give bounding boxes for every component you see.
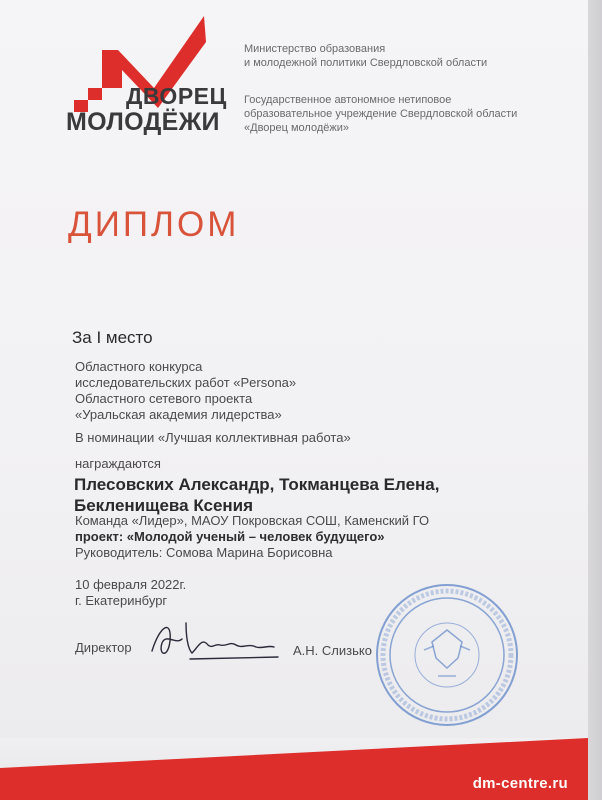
awarded-label: награждаются — [75, 456, 161, 471]
nomination: В номинации «Лучшая коллективная работа» — [75, 430, 351, 445]
institution-name — [244, 93, 517, 135]
ministry-name — [244, 42, 487, 70]
contest-description — [75, 359, 296, 423]
contest-line: Областного конкурса — [75, 359, 203, 374]
team-info: Команда «Лидер», МАОУ Покровская СОШ, Каменский ГО — [75, 513, 430, 528]
diploma-title: ДИПЛОМ — [68, 205, 240, 244]
contest-line: исследовательских работ «Persona» — [75, 375, 297, 390]
awardee-names — [74, 474, 439, 516]
awardee-line: Плесовских Александр, Токманцева Елена, — [74, 475, 440, 494]
issue-city: г. Екатеринбург — [75, 593, 168, 608]
ministry-line: и молодежной политики Свердловской области — [244, 57, 488, 69]
footer-band — [0, 738, 588, 800]
logo-text-line2: МОЛОДЁЖИ — [66, 108, 220, 136]
supervisor-info: Руководитель: Сомова Марина Борисовна — [75, 545, 333, 560]
project-label: проект: — [75, 529, 124, 544]
project-info — [75, 529, 385, 545]
institution-line: образовательное учреждение Свердловской области — [244, 108, 518, 120]
ministry-line: Министерство образования — [244, 43, 386, 55]
background-surface — [588, 0, 602, 800]
institution-line: «Дворец молодёжи» — [244, 122, 350, 134]
director-name: А.Н. Слизько — [293, 643, 372, 658]
issue-date: 10 февраля 2022г. — [75, 577, 187, 592]
contest-line: Областного сетевого проекта — [75, 391, 253, 406]
website-url: dm-centre.ru — [472, 775, 568, 792]
logo-text-line1: ДВОРЕЦ — [126, 83, 227, 109]
director-signature — [146, 615, 282, 665]
awardee-line: Бекленищева Ксения — [74, 496, 254, 515]
institution-line: Государственное автономное нетиповое — [244, 94, 452, 106]
director-label: Директор — [75, 640, 132, 655]
contest-line: «Уральская академия лидерства» — [75, 407, 282, 422]
project-name: «Молодой ученый – человек будущего» — [126, 529, 385, 544]
official-seal — [372, 580, 522, 730]
award-place: За I место — [72, 328, 153, 347]
